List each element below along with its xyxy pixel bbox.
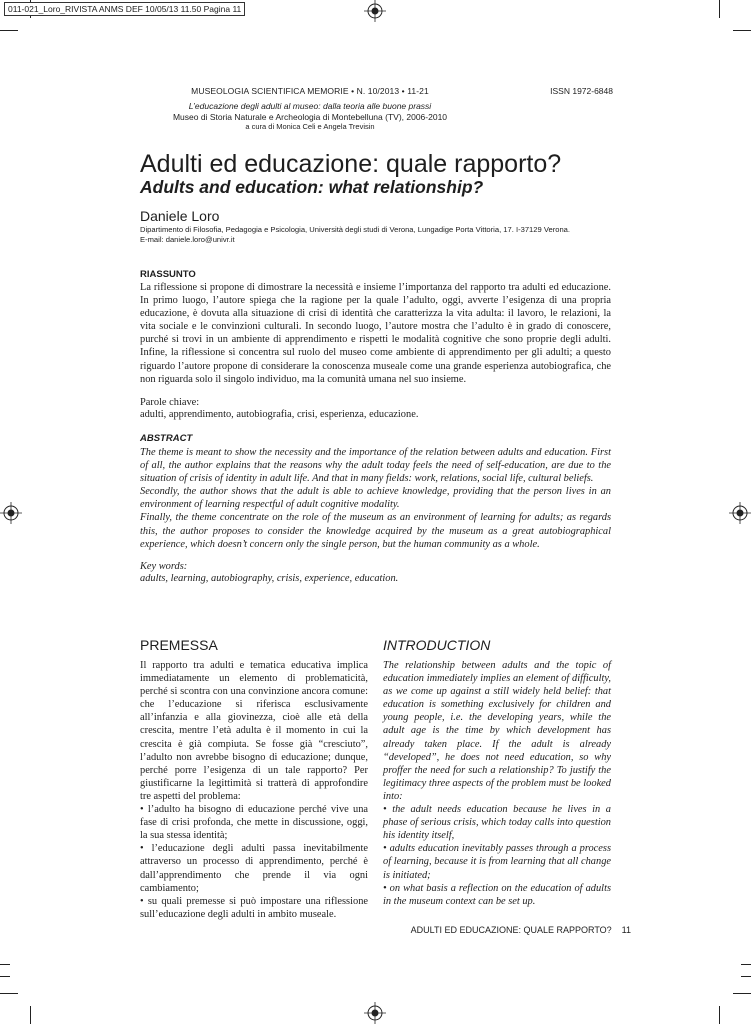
introduction-bullet: • on what basis a reflection on the education of adults in the museum context can be set up. [383,882,611,907]
issue-title: L’educazione degli adulti al museo: dalla teoria alle buone prassi [188,101,432,111]
introduction-bullet: • the adult needs education because he lives in a phase of serious crisis, which today calls into question his identity itself, [383,804,611,842]
author-email: E-mail: daniele.loro@univr.it [140,235,235,244]
riassunto-text: La riflessione si propone di dimostrare la necessità e insieme l’importanza del rapporto tra adulti ed educazione. In primo luogo, l’autore spiega che la ragione per la quale l’adulto, oggi, avverte l’esigenza di una propria educazione, è dovuta alla situazione di crisi di identità che caratterizza la vita adulta: il lavoro, le relazioni, la vita sociale e le convinzioni culturali. In secondo luogo, l’autore mostra che l’adulto è in grado di conoscere, purché si trovi in un ambiente di apprendimento e rispetti le modalità cognitive che sono proprie degli adulti. Infine, la riflessione si concentra sul ruolo del museo come ambiente di apprendimento per gli adulti; a questo riguardo l’autore propone di considerare la conoscenza museale come una grande esperienza autobiografica, che non riguarda solo il singolo individuo, ma la comunità umana nel suo insieme. [140,282,611,385]
page-subtitle: Adults and education: what relationship? [140,177,484,197]
crop-mark [719,1006,720,1024]
running-title: ADULTI ED EDUCAZIONE: QUALE RAPPORTO? [410,925,612,935]
riassunto-heading: RIASSUNTO [140,269,196,280]
author-affiliation [140,225,610,245]
page-footer [411,925,631,935]
keywords: adulti, apprendimento, autobiografia, crisi, esperienza, educazione. [140,409,419,420]
crop-mark [30,1006,31,1024]
crop-mark [733,30,751,31]
abstract-text [140,446,611,551]
premessa-bullet: • l’adulto ha bisogno di educazione perché vive una fase di crisi profonda, che mette in discussione, oggi, la sua stessa identità; [140,804,368,842]
crop-mark [0,30,18,31]
crop-mark [733,993,751,994]
affiliation-line: Dipartimento di Filosofia, Pedagogia e Psicologia, Università degli studi di Verona, Lungadige Porta Vittoria, 17. I-37129 Verona. [140,225,571,234]
page-title: Adulti ed educazione: quale rapporto? [140,150,562,178]
journal-line: MUSEOLOGIA SCIENTIFICA MEMORIE • N. 10/2013 • 11-21 [191,86,429,96]
introduction-bullet: • adults education inevitably passes through a process of learning, because it is from learning that all change is initiated; [383,843,611,881]
crop-mark [719,0,720,18]
premessa-paragraph: Il rapporto tra adulti e tematica educativa implica immediatamente un elemento di problematicità, perché si scontra con una convinzione ancora comune: che l’educazione si riferisca esclusivamente all’infanzia e alla giovinezza, cioè alle età della crescita, mentre l’età adulta è il momento in cui la crescita è già compiuta. Se fosse già “cresciuto”, l’adulto non avrebbe bisogno di educazione; dunque, perché porre l’esigenza di un tale rapporto? Per giustificarne la legittimità si tratterà di approfondire tre aspetti del problema: [140,660,368,802]
crop-mark [741,976,751,977]
abstract-paragraph: Finally, the theme concentrate on the role of the museum as an environment of learning for adults; as regards this, the author proposes to consider the knowledge acquired by the museum as a great autobiographical experience, which doesn’t concern only the single person, but the human community as a whole. [140,512,611,550]
issue-editors: a cura di Monica Celi e Angela Trevisin [245,122,375,131]
author-name: Daniele Loro [140,208,220,224]
issue-block [0,101,620,133]
issue-venue: Museo di Storia Naturale e Archeologia di Montebelluna (TV), 2006-2010 [172,111,448,122]
abstract-heading: ABSTRACT [140,433,193,444]
crop-mark [0,976,10,977]
print-slug: 011-021_Loro_RIVISTA ANMS DEF 10/05/13 11.50 Pagina 11 [4,2,245,16]
abstract-paragraph: The theme is meant to show the necessity and the importance of the relation between adults and education. First of all, the author explains that the reasons why the adult today feels the need of self-education, are due to the situation of crisis of identity in adult life. And that in many fields: work, relations, social life, cultural beliefs. [140,447,611,485]
registration-mark-icon [0,502,22,524]
issn: ISSN 1972-6848 [550,86,613,96]
crop-mark [741,964,751,965]
crop-mark [0,993,18,994]
keywords-en-label: Key words: [140,561,188,572]
introduction-paragraph: The relationship between adults and the topic of education immediately implies an element of difficulty, as we come up against a still widely held belief: that education is something exclusively for children and young people, i.e. the developing years, while the adult age is the time by which development has already taken place. If the adult is already “developed”, he does not need education, so why proffer the need for such a relationship? To justify the legitimacy three aspects of the problem must be looked into: [383,660,611,802]
keywords-en: adults, learning, autobiography, crisis, experience, education. [140,573,399,584]
crop-mark [0,964,10,965]
page-number: 11 [621,925,631,935]
premessa-bullet: • su quali premesse si può impostare una riflessione sull’educazione degli adulti in ambito museale. [140,895,368,920]
premessa-bullet: • l’educazione degli adulti passa inevitabilmente attraverso un processo di apprendimento, perché è dall’apprendimento che prende il via ogni cambiamento; [140,843,368,894]
premessa-text [140,659,368,921]
introduction-heading: INTRODUCTION [383,637,491,653]
registration-mark-icon [729,502,751,524]
registration-mark-icon [364,0,386,22]
registration-mark-icon [364,1002,386,1024]
keywords-label: Parole chiave: [140,397,200,408]
abstract-paragraph: Secondly, the author shows that the adult is able to achieve knowledge, providing that the person lives in an environment of learning respectful of adult cognitive modality. [140,486,611,511]
introduction-text [383,659,611,908]
premessa-heading: PREMESSA [140,637,218,653]
